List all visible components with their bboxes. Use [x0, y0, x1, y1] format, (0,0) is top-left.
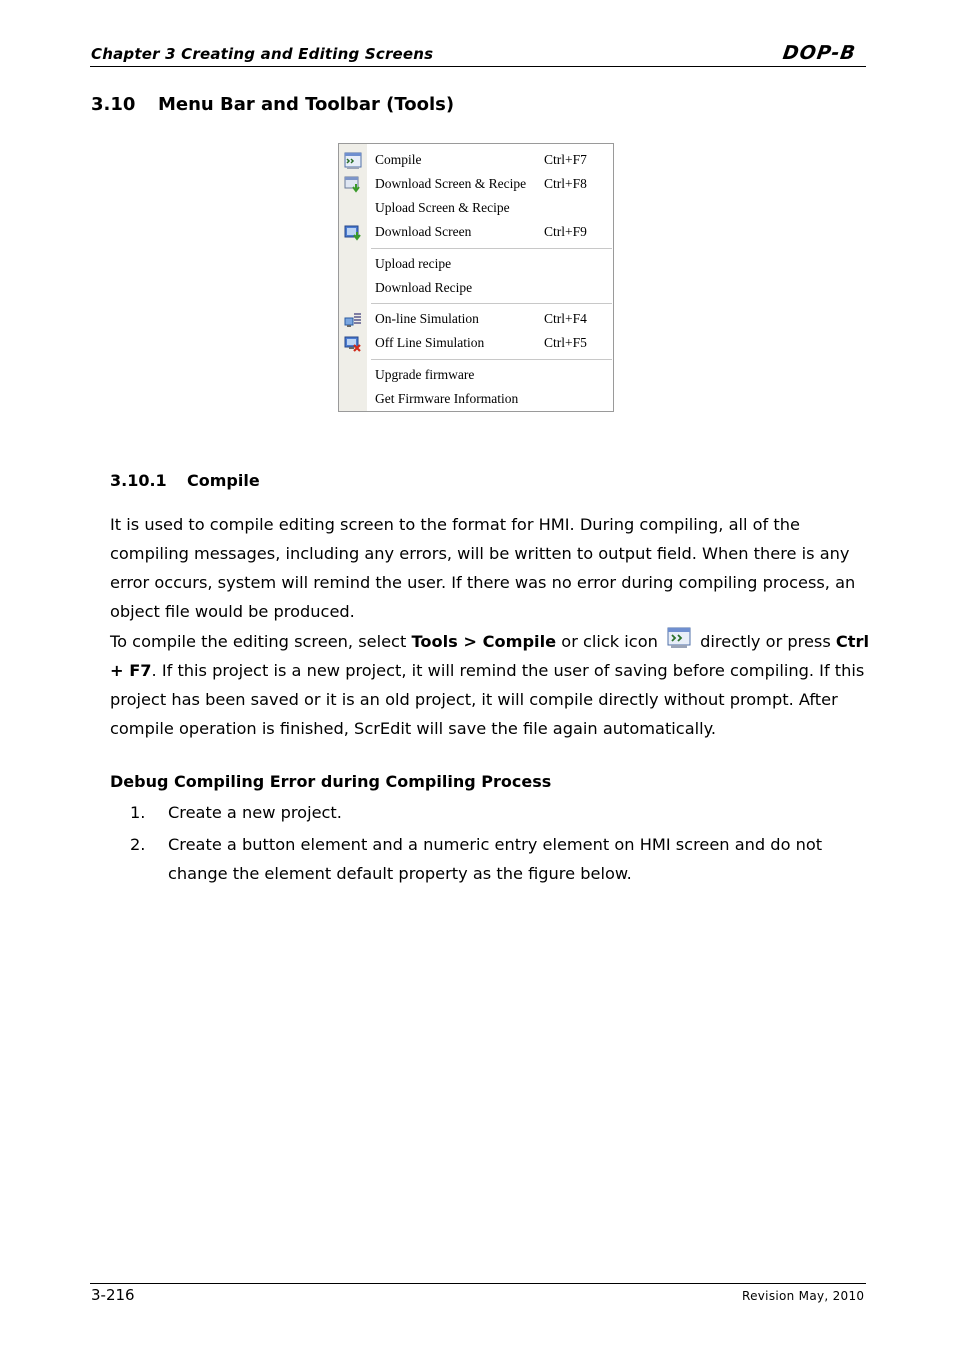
menu-item-label: Upgrade firmware [375, 367, 475, 382]
menu-item-label: Upload Screen & Recipe [375, 200, 510, 215]
menu-item-label: Upload recipe [375, 256, 452, 271]
section-heading [91, 94, 454, 115]
debug-heading: Debug Compiling Error during Compiling Process [110, 772, 552, 791]
menu-item-download-screen[interactable] [339, 222, 613, 244]
menu-item-get-firmware-info[interactable] [339, 389, 613, 411]
menu-item-label: Download Screen & Recipe [375, 176, 527, 191]
menu-item-shortcut: Ctrl+F7 [544, 152, 587, 167]
menu-item-compile[interactable] [339, 150, 613, 172]
menu-item-label: Download Screen [375, 224, 472, 239]
chapter-title: Chapter 3 Creating and Editing Screens [91, 45, 434, 63]
list-item [130, 830, 850, 888]
tools-menu [338, 143, 614, 412]
menu-item-shortcut: Ctrl+F8 [544, 176, 587, 191]
shortcut-key: Ctrl + F7 [110, 632, 870, 680]
menu-item-download-screen-recipe[interactable] [339, 174, 613, 196]
menu-item-offline-simulation[interactable] [339, 333, 613, 355]
subsection-heading [110, 471, 260, 490]
menu-item-label: Get Firmware Information [375, 391, 519, 406]
revision-date: Revision May, 2010 [742, 1289, 865, 1303]
section-number: 3.10 [91, 94, 136, 115]
menu-separator [371, 303, 612, 305]
list-number: 2. [130, 835, 146, 854]
list-item [130, 798, 850, 827]
menu-item-download-recipe[interactable] [339, 278, 613, 300]
section-title: Menu Bar and Toolbar (Tools) [158, 94, 455, 115]
subsection-number: 3.10.1 [110, 471, 167, 490]
menu-path: Tools > Compile [411, 632, 557, 651]
menu-item-upgrade-firmware[interactable] [339, 365, 613, 387]
page-number: 3-216 [91, 1286, 135, 1304]
menu-item-label: On-line Simulation [375, 311, 479, 326]
compile-description: It is used to compile editing screen to the format for HMI. During compiling, all of the compiling messages, including any errors, will be written to output field. When there is any error occurs, system will remind the user. If there was no error during compiling process, an object file would be produced. [110, 515, 856, 621]
menu-item-shortcut: Ctrl+F5 [544, 335, 587, 350]
list-text: Create a new project. [168, 803, 342, 822]
menu-item-upload-screen-recipe[interactable] [339, 198, 613, 220]
menu-separator [371, 248, 612, 250]
text-run: or click icon [556, 632, 664, 651]
list-number: 1. [130, 803, 146, 822]
text-run: directly or press [695, 632, 836, 651]
list-text: Create a button element and a numeric entry element on HMI screen and do not change the element default property as the figure below. [168, 835, 823, 883]
menu-item-shortcut: Ctrl+F4 [544, 311, 587, 326]
menu-separator [371, 359, 612, 361]
menu-item-shortcut: Ctrl+F9 [544, 224, 587, 239]
menu-item-label: Download Recipe [375, 280, 473, 295]
compile-icon [344, 152, 362, 170]
menu-item-upload-recipe[interactable] [339, 254, 613, 276]
subsection-title: Compile [187, 471, 260, 490]
download-screen-recipe-icon [344, 176, 362, 194]
footer-divider [90, 1283, 866, 1284]
product-logo: DOP-B [781, 42, 858, 64]
menu-item-label: Off Line Simulation [375, 335, 485, 350]
compile-icon [667, 627, 691, 649]
text-run: . If this project is a new project, it will remind the user of saving before compiling. If this project has been saved or it is an old project, it will compile directly without prompt. After compile operation is finished, ScrEdit will save the file again automatically. [110, 661, 865, 738]
text-run: To compile the editing screen, select [110, 632, 412, 651]
menu-item-label: Compile [375, 152, 422, 167]
menu-item-online-simulation[interactable] [339, 309, 613, 331]
compile-instructions [110, 627, 870, 743]
online-simulation-icon [344, 311, 362, 329]
offline-simulation-icon [344, 335, 362, 353]
download-screen-icon [344, 224, 362, 242]
header-divider [90, 66, 866, 67]
